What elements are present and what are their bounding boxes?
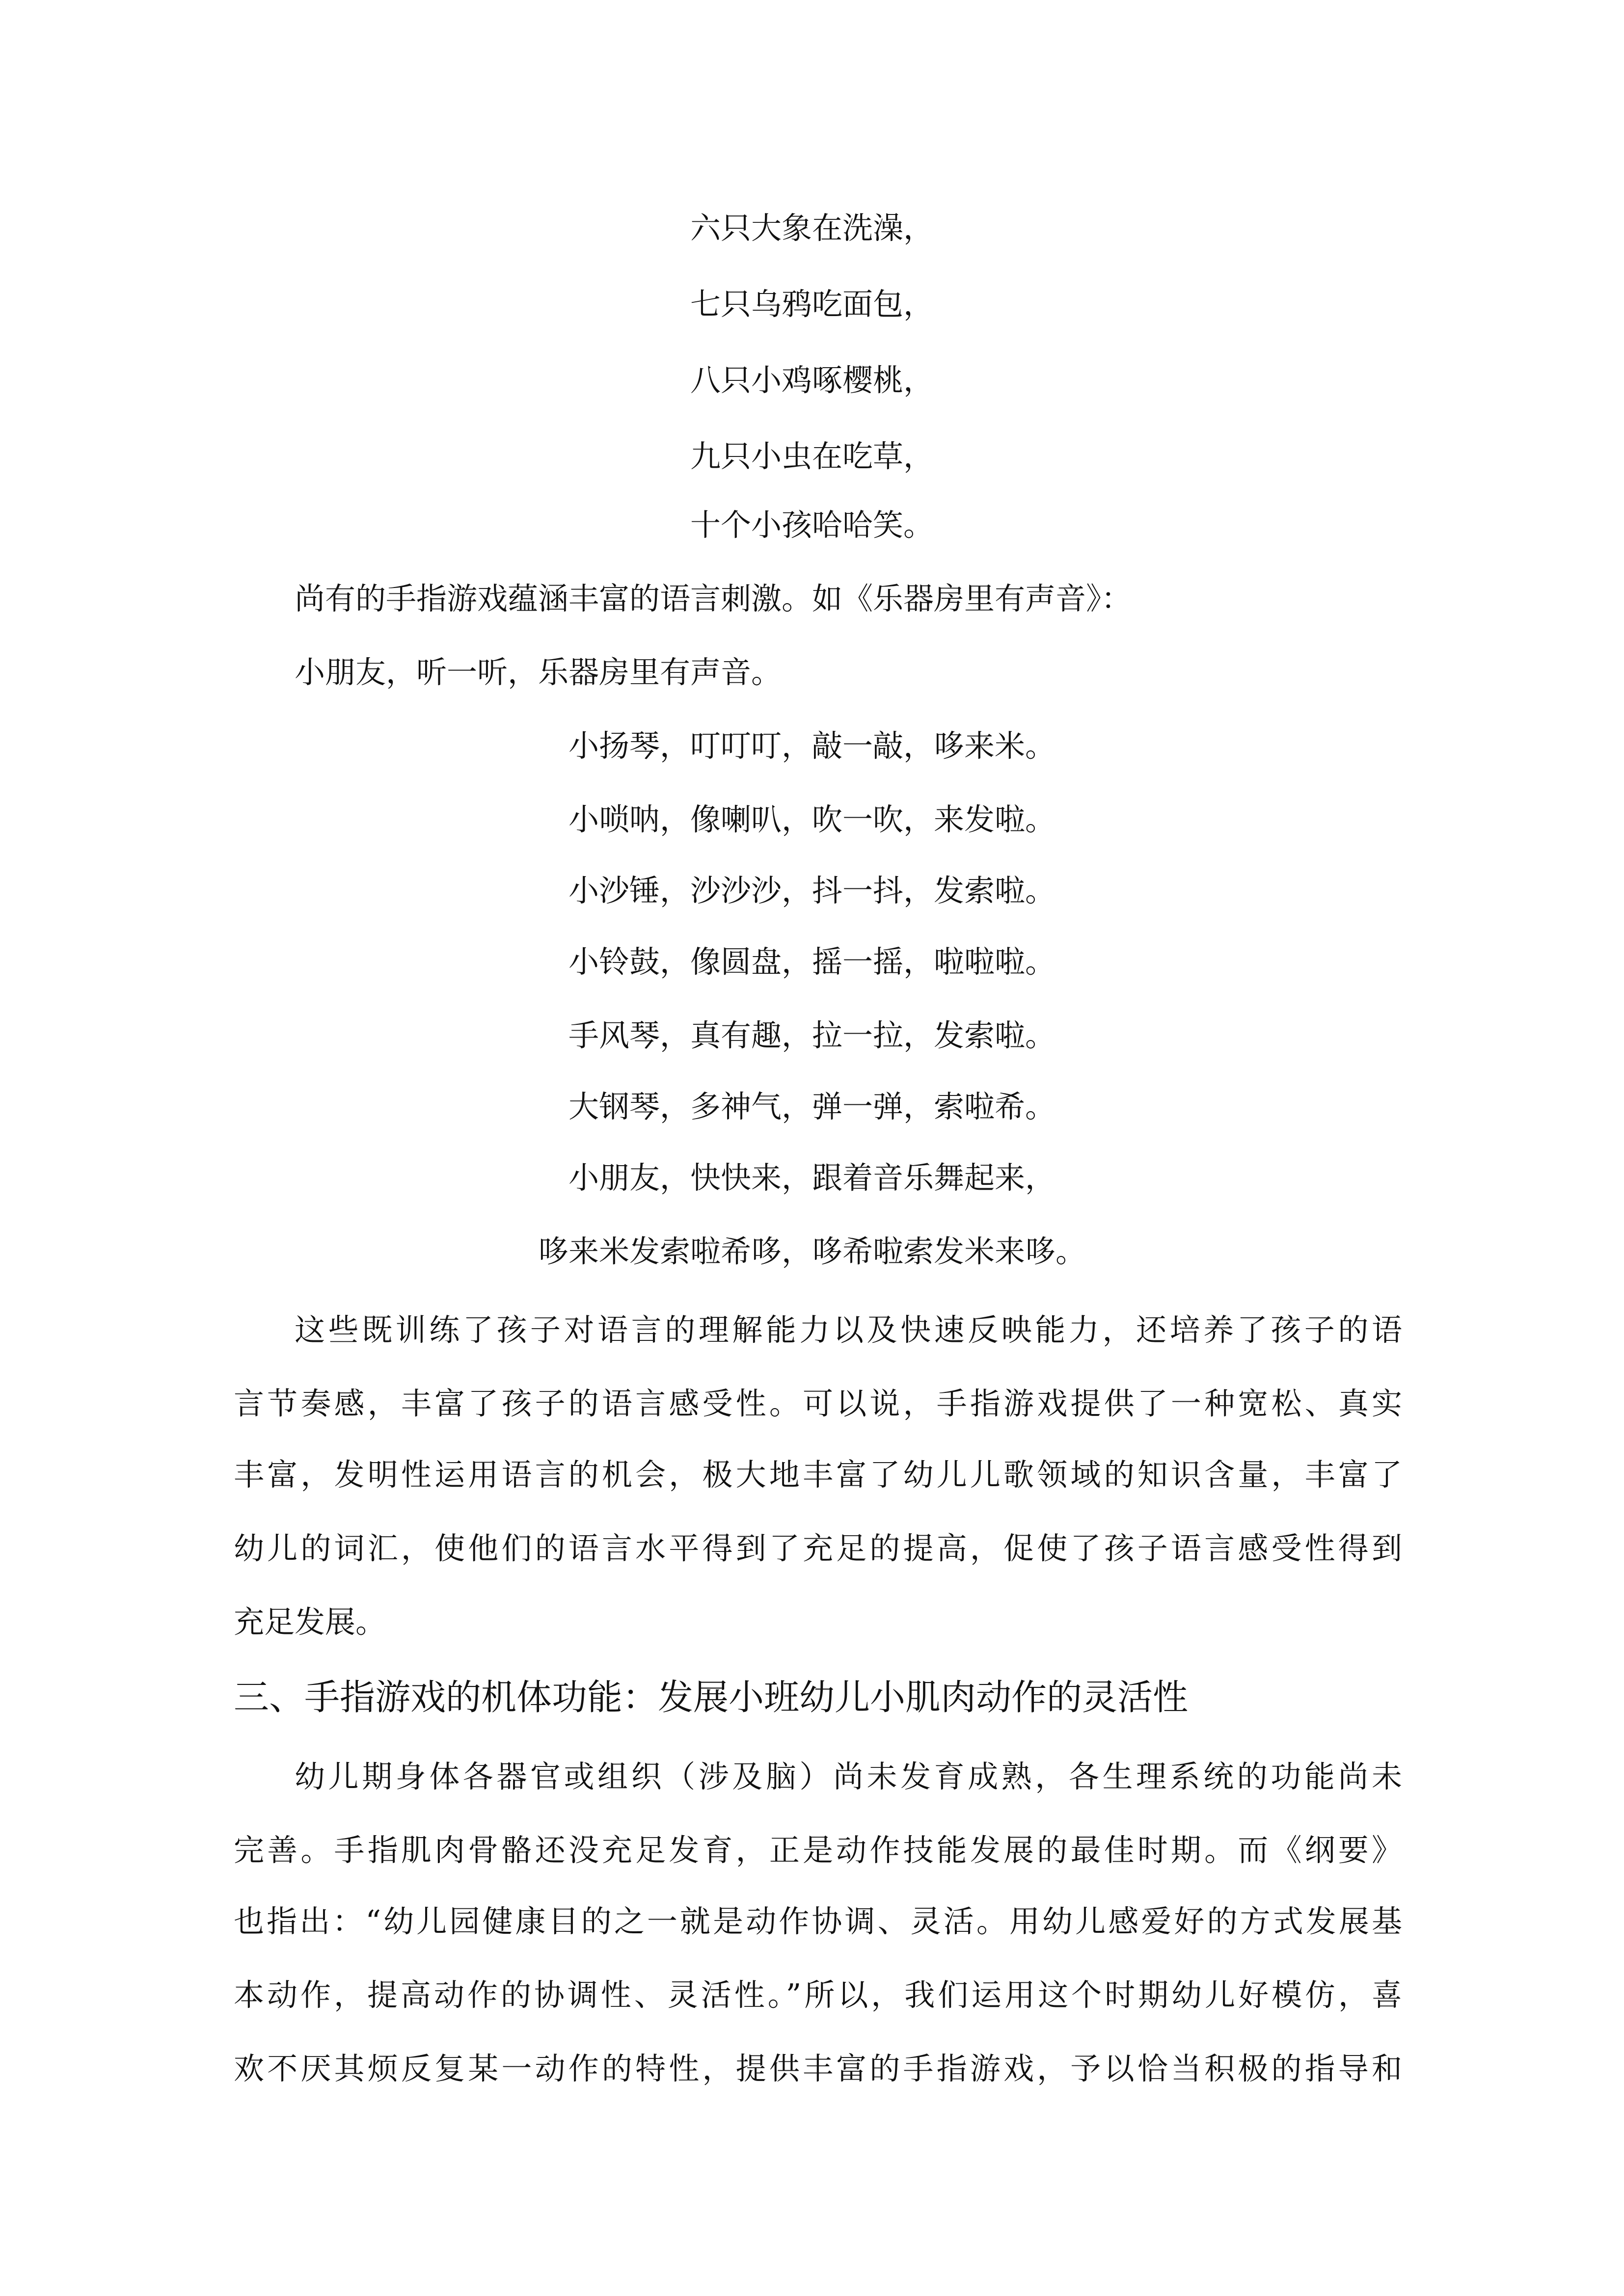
poem2-line: 小扬琴，叮叮叮，敲一敲，哆来米。 [568, 728, 1056, 764]
poem1-line: 七只乌鸦吃面包， [690, 286, 934, 322]
paragraph-line: 幼儿的词汇，使他们的语言水平得到了充足的提高，促使了孩子语言感受性得到 [234, 1530, 1402, 1566]
section-heading: 三、手指游戏的机体功能：发展小班幼儿小肌肉动作的灵活性 [234, 1677, 1189, 1718]
poem1-line: 九只小虫在吃草， [690, 438, 934, 474]
poem1-line: 八只小鸡啄樱桃， [690, 362, 934, 398]
paragraph-line: 幼儿期身体各器官或组织（涉及脑）尚未发育成熟，各生理系统的功能尚未 [295, 1759, 1402, 1794]
poem2-line: 哆来米发索啦希哆，哆希啦索发米来哆。 [538, 1233, 1086, 1269]
poem2-line: 大钢琴，多神气，弹一弹，索啦希。 [568, 1089, 1056, 1124]
intro-line: 小朋友，听一听，乐器房里有声音。 [295, 654, 782, 690]
intro-line: 尚有的手指游戏蕴涵丰富的语言刺激。如《乐器房里有声音》： [295, 581, 1132, 616]
paragraph-line: 充足发展。 [234, 1604, 386, 1640]
paragraph-line: 完善。手指肌肉骨骼还没充足发育，正是动作技能发展的最佳时期。而《纲要》 [234, 1832, 1402, 1868]
poem2-line: 手风琴，真有趣，拉一拉，发索啦。 [568, 1017, 1056, 1053]
paragraph-line: 言节奏感，丰富了孩子的语言感受性。可以说，手指游戏提供了一种宽松、真实 [234, 1386, 1402, 1421]
poem2-line: 小朋友，快快来，跟着音乐舞起来， [568, 1160, 1056, 1196]
paragraph-line: 也指出：“幼儿园健康目的之一就是动作协调、灵活。用幼儿感爱好的方式发展基 [234, 1903, 1402, 1939]
poem1-line: 十个小孩哈哈笑。 [690, 507, 934, 543]
poem2-line: 小铃鼓，像圆盘，摇一摇，啦啦啦。 [568, 944, 1056, 980]
paragraph-line: 本动作，提高动作的协调性、灵活性。”所以，我们运用这个时期幼儿好模仿，喜 [234, 1977, 1402, 2013]
paragraph-line: 欢不厌其烦反复某一动作的特性，提供丰富的手指游戏，予以恰当积极的指导和 [234, 2051, 1402, 2086]
poem1-line: 六只大象在洗澡， [690, 210, 934, 246]
paragraph-line: 丰富，发明性运用语言的机会，极大地丰富了幼儿儿歌领域的知识含量，丰富了 [234, 1457, 1402, 1493]
poem2-line: 小唢呐，像喇叭，吹一吹，来发啦。 [568, 801, 1056, 837]
paragraph-line: 这些既训练了孩子对语言的理解能力以及快速反映能力，还培养了孩子的语 [295, 1312, 1402, 1348]
poem2-line: 小沙锤，沙沙沙，抖一抖，发索啦。 [568, 873, 1056, 908]
